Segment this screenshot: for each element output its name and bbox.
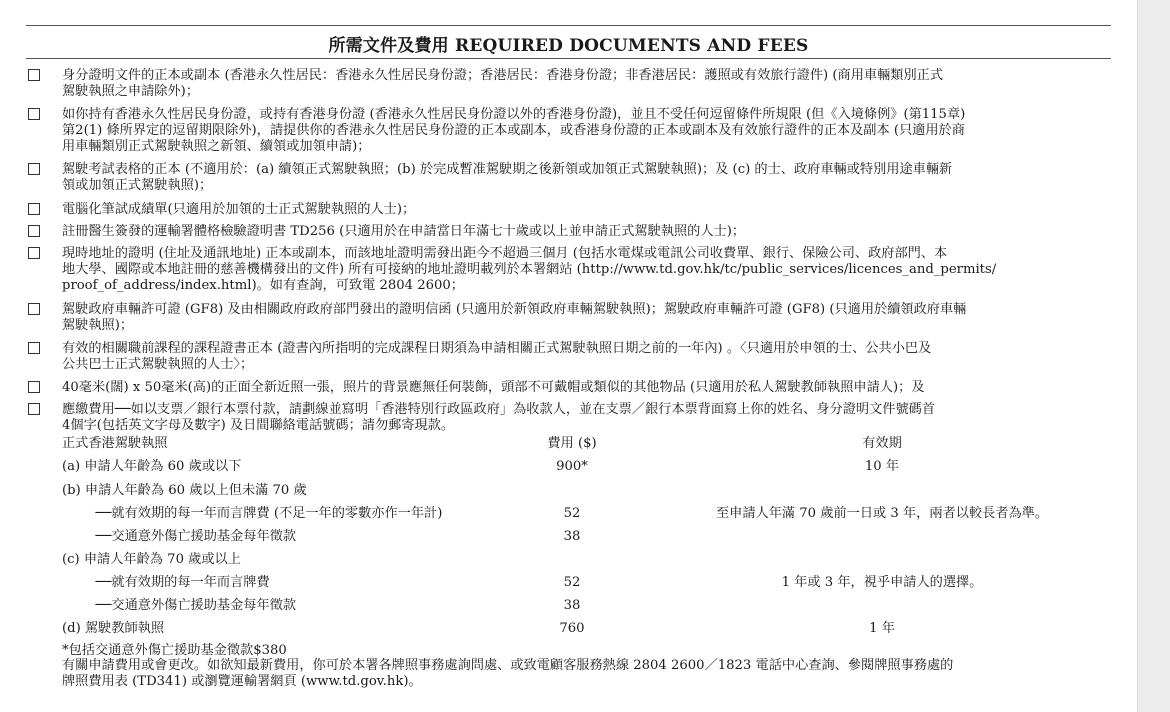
item-line: 身分證明文件的正本或副本 (香港永久性居民：香港永久性居民身份證；香港居民：香港身份證；非香港居民：護照或有效旅行證件) (商用車輛類別正式 [62,68,944,83]
checkbox[interactable] [28,163,40,175]
section-title: 所需文件及費用 REQUIRED DOCUMENTS AND FEES [328,36,809,56]
fees-header-license: 正式香港駕駛執照 [62,436,168,451]
checkbox[interactable] [28,303,40,315]
fee-row-label: ──就有效期的每一年而言牌費 (不足一年的零數亦作一年計) [62,506,443,521]
item-line: 領或加領正式駕駛執照)； [62,178,213,193]
fee-row-label: ──就有效期的每一年而言牌費 [62,575,270,590]
fee-row-validity: 至申請人年滿 70 歲前一日或 3 年，兩者以較長者為準。 [715,506,1049,521]
checkbox[interactable] [28,403,40,415]
fees-header-row [62,436,1112,456]
item-line: 有效的相關職前課程的課程證書正本 (證書內所指明的完成課程日期須為申請相關正式駕駛執照日期之前的一年內) 。〈只適用於申領的士、公共小巴及 [62,341,932,356]
fee-row-amount: 38 [563,598,581,613]
fee-row-label: (b) 申請人年齡為 60 歲以上但未滿 70 歲 [62,483,307,498]
fee-row-validity: 10 年 [864,459,900,474]
fee-row-label: (a) 申請人年齡為 60 歲或以下 [62,459,242,474]
item-line: 公共巴士正式駕駛執照的人士〉； [62,357,254,372]
checkbox[interactable] [28,225,40,237]
fee-row [62,529,1112,549]
item-line: 4個字(包括英文字母及數字) 及日間聯絡電話號碼；請勿郵寄現款。 [62,418,455,433]
checkbox[interactable] [28,203,40,215]
item-line: 註冊醫生簽發的運輸署體格檢驗證明書 TD256 (只適用於在申請當日年滿七十歲或以上並申請正式駕駛執照的人士)； [62,224,746,239]
item-line: 駕駛執照之申請除外)； [62,84,200,99]
top-rule [26,25,1111,26]
item-line: 用車輛類別正式駕駛執照之新領、續領或加領申請)； [62,139,371,154]
fees-header-validity: 有效期 [862,436,902,451]
fee-row [62,575,1112,595]
checkbox[interactable] [28,342,40,354]
fee-row-amount: 760 [559,621,585,636]
item-line: 地大學、國際或本地註冊的慈善機構發出的文件) 所有可接納的地址證明載列於本署網站 (http://www.td.gov.hk/tc/public_services/licences_and_permits/ [62,262,997,277]
item-line: 現時地址的證明 (住址及通訊地址) 正本或副本，而該地址證明需發出距今不超過三個月 (包括水電煤或電訊公司收費單、銀行、保險公司、政府部門、本 [62,246,948,261]
fee-footnote-text: *包括交通意外傷亡援助基金徵款$380 [62,643,287,658]
item-line: 駕駛政府車輛許可證 (GF8) 及由相關政府政府部門發出的證明信函 (只適用於新領政府車輛駕駛執照)；駕駛政府車輛許可證 (GF8) (只適用於續領政府車輛 [62,302,967,317]
fee-note-line: 有關申請費用或會更改。如欲知最新費用，你可於本署各牌照事務處詢問處、或致電顧客服務熱線 2804 2600／1823 電話中心查詢、參閱牌照事務處的 [62,658,954,673]
checkbox[interactable] [28,108,40,120]
fee-row-amount: 52 [563,506,581,521]
fee-row [62,621,1112,641]
item-line: 如你持有香港永久性居民身份證，或持有香港身份證 (香港永久性居民身份證以外的香港身份證)，並且不受任何逗留條件所規限 (但《入境條例》(第115章) [62,107,966,122]
item-line: 駕駛考試表格的正本 (不適用於：(a) 續領正式駕駛執照；(b) 於完成暫准駕駛期之後新領或加領正式駕駛執照)；及 (c) 的士、政府車輛或特別用途車輛新 [62,162,953,177]
fee-note-line: 牌照費用表 (TD341) 或瀏覽運輸署網頁 (www.td.gov.hk)。 [62,674,422,689]
fee-row-label: (d) 駕駛教師執照 [62,621,165,636]
fee-row [62,552,1112,572]
fee-row [62,598,1112,618]
fee-row-label: ──交通意外傷亡援助基金每年徵款 [62,598,297,613]
fee-row [62,459,1112,479]
checkbox[interactable] [28,247,40,259]
fee-notes [62,658,1112,698]
fee-row [62,506,1112,526]
fee-row-amount: 900* [556,459,588,474]
fee-row-amount: 52 [563,575,581,590]
fee-row-amount: 38 [563,529,581,544]
checkbox[interactable] [28,69,40,81]
item-line: 應繳費用──如以支票／銀行本票付款，請劃線並寫明「香港特別行政區政府」為收款人，並在支票／銀行本票背面寫上你的姓名、身分證明文件號碼首 [62,402,936,417]
item-line: proof_of_address/index.html)。如有查詢，可致電 2804 2600； [62,278,464,293]
fee-row-validity: 1 年或 3 年，視乎申請人的選擇。 [781,575,983,590]
fee-row-label: (c) 申請人年齡為 70 歲或以上 [62,552,241,567]
fee-row [62,483,1112,503]
item-line: 40毫米(闊) x 50毫米(高)的正面全新近照一張，照片的背景應無任何裝飾，頭部不可戴帽或類似的其他物品 (只適用於私人駕駛教師執照申請人)；及 [62,380,925,395]
checkbox[interactable] [28,381,40,393]
item-line: 電腦化筆試成績單(只適用於加領的士正式駕駛執照的人士)； [62,202,416,217]
fees-header-fee: 費用 ($) [547,436,597,451]
fee-row-validity: 1 年 [869,621,895,636]
item-line: 第2(1) 條所界定的逗留期限除外)，請提供你的香港永久性居民身份證的正本或副本，或香港身份證的正本或副本及有效旅行證件的正本及副本 (只適用於商 [62,123,965,138]
bottom-rule [26,58,1111,59]
fee-row-label: ──交通意外傷亡援助基金每年徵款 [62,529,297,544]
scrollbar[interactable] [1137,0,1170,712]
item-line: 駕駛執照)； [62,318,134,333]
